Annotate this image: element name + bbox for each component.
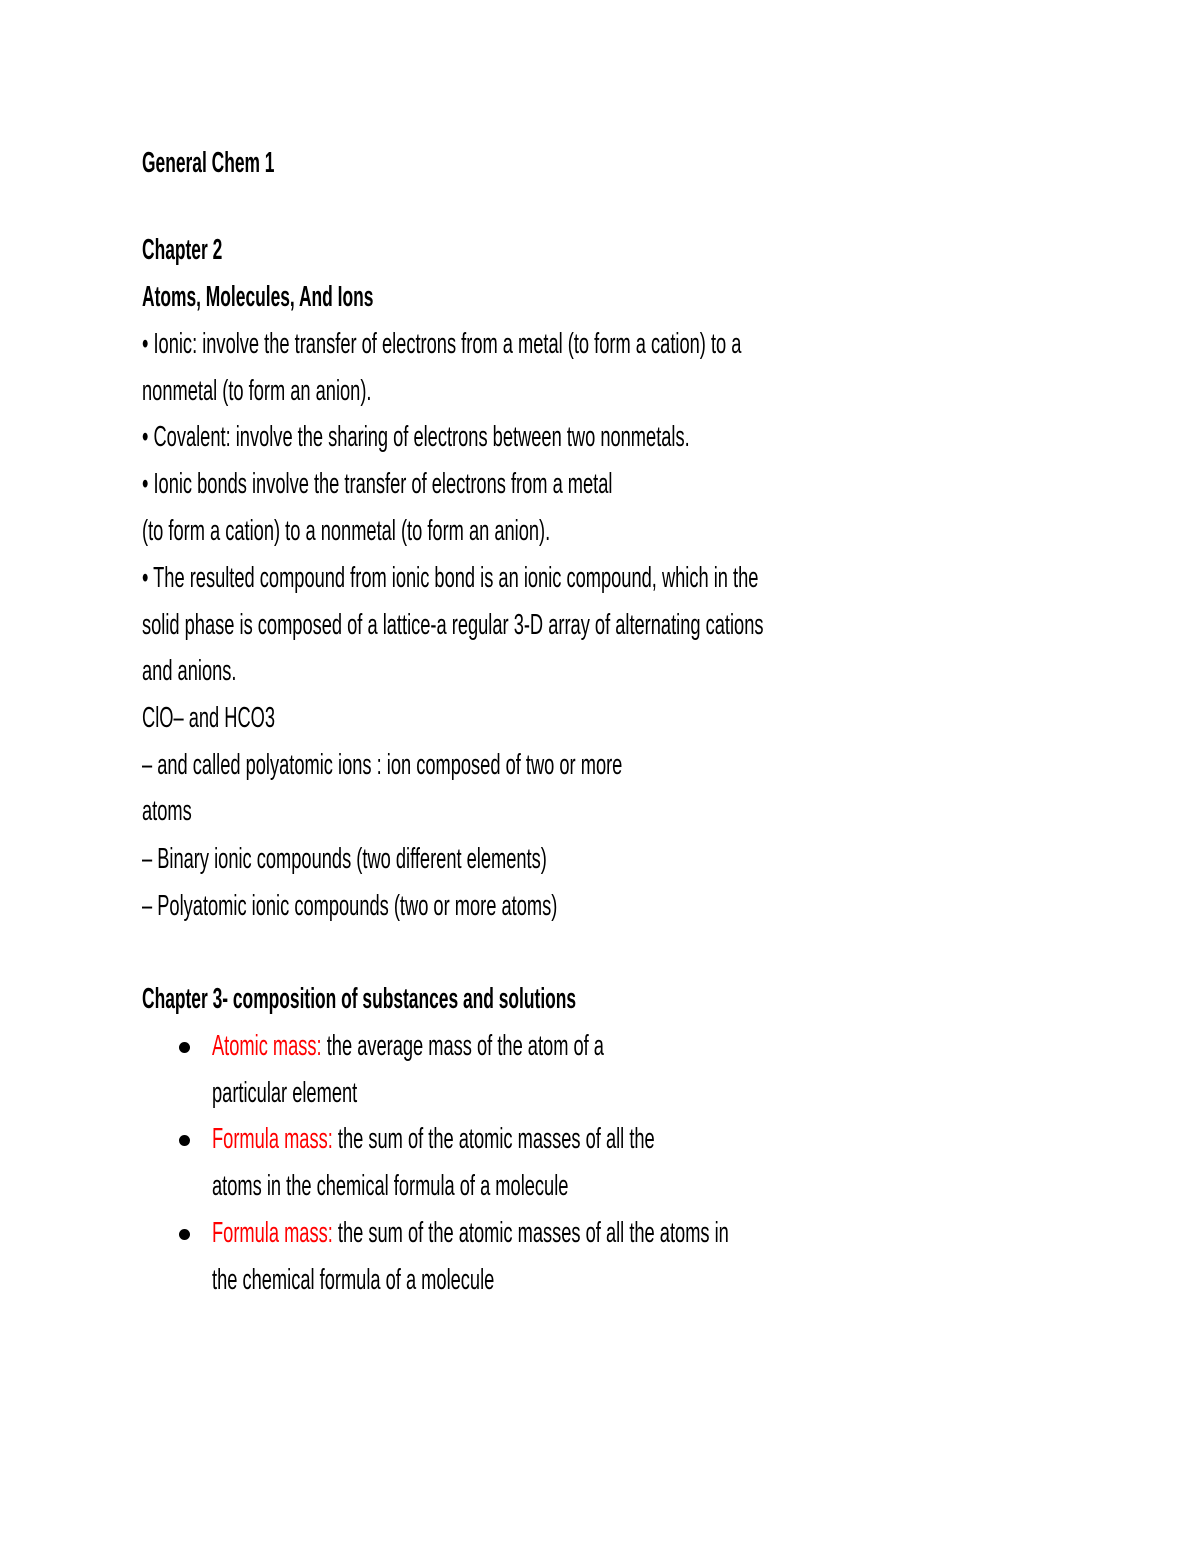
body-line: and anions. xyxy=(142,655,237,687)
list-item-continuation: atoms in the chemical formula of a molecule xyxy=(212,1170,569,1202)
body-line: ClO– and HCO3 xyxy=(142,702,276,734)
term: Formula mass: xyxy=(212,1217,333,1249)
chapter-2-subheading: Atoms, Molecules, And Ions xyxy=(142,281,374,313)
document-title: General Chem 1 xyxy=(142,147,275,179)
body-line: • Ionic bonds involve the transfer of electrons from a metal xyxy=(142,468,613,500)
list-item xyxy=(212,1030,604,1062)
list-item-continuation: particular element xyxy=(212,1077,358,1109)
body-line: nonmetal (to form an anion). xyxy=(142,375,372,407)
chapter-2-heading: Chapter 2 xyxy=(142,234,223,266)
body-line: – Polyatomic ionic compounds (two or more atoms) xyxy=(142,890,558,922)
list-item xyxy=(212,1217,729,1249)
bullet-icon xyxy=(179,1135,190,1146)
bullet-icon xyxy=(179,1229,190,1240)
list-item xyxy=(212,1123,655,1155)
body-line: • The resulted compound from ionic bond is an ionic compound, which in the xyxy=(142,562,759,594)
definition: the sum of the atomic masses of all the atoms in xyxy=(332,1217,729,1249)
body-line: (to form a cation) to a nonmetal (to form an anion). xyxy=(142,515,551,547)
term: Atomic mass: xyxy=(212,1030,322,1062)
list-item-continuation: the chemical formula of a molecule xyxy=(212,1264,495,1296)
term: Formula mass: xyxy=(212,1123,333,1155)
definition: the average mass of the atom of a xyxy=(321,1030,604,1062)
body-line: – Binary ionic compounds (two different elements) xyxy=(142,843,547,875)
body-line: • Covalent: involve the sharing of electrons between two nonmetals. xyxy=(142,421,690,453)
definition: the sum of the atomic masses of all the xyxy=(332,1123,655,1155)
body-line: – and called polyatomic ions : ion composed of two or more xyxy=(142,749,623,781)
bullet-icon xyxy=(179,1042,190,1053)
body-line: • Ionic: involve the transfer of electrons from a metal (to form a cation) to a xyxy=(142,328,742,360)
chapter-3-heading: Chapter 3- composition of substances and solutions xyxy=(142,983,577,1015)
body-line: solid phase is composed of a lattice-a regular 3-D array of alternating cations xyxy=(142,609,764,641)
body-line: atoms xyxy=(142,795,192,827)
